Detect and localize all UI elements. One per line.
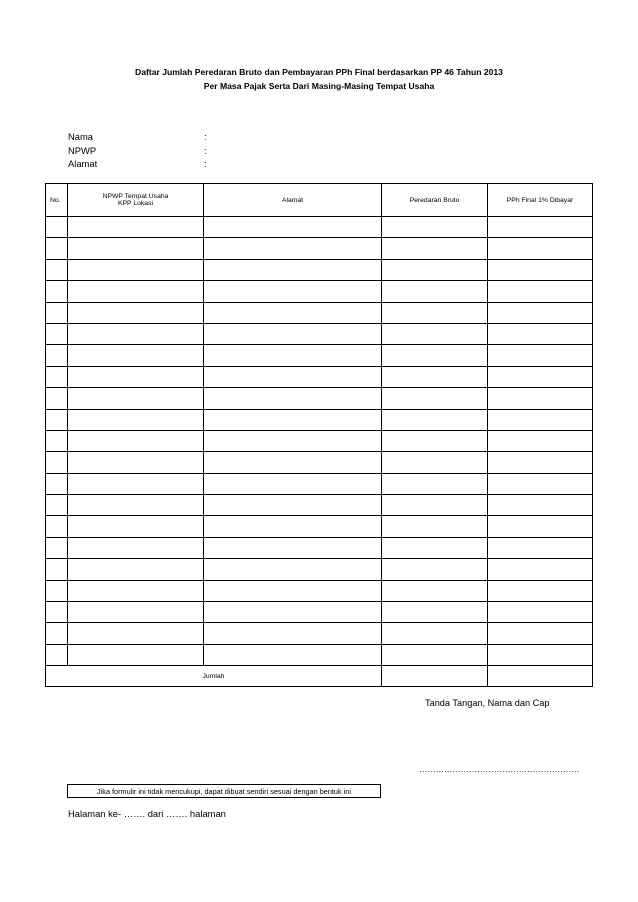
cell-peredaran-bruto[interactable] bbox=[382, 388, 488, 409]
total-pph-final[interactable] bbox=[488, 666, 593, 687]
cell-no[interactable] bbox=[46, 452, 68, 473]
cell-pph-final[interactable] bbox=[488, 559, 593, 580]
cell-peredaran-bruto[interactable] bbox=[382, 559, 488, 580]
cell-alamat[interactable] bbox=[204, 281, 382, 302]
cell-npwp[interactable] bbox=[68, 238, 204, 259]
cell-pph-final[interactable] bbox=[488, 516, 593, 537]
cell-pph-final[interactable] bbox=[488, 495, 593, 516]
cell-npwp[interactable] bbox=[68, 516, 204, 537]
total-peredaran-bruto[interactable] bbox=[382, 666, 488, 687]
info-colon-npwp: : bbox=[204, 145, 207, 156]
col-header-alamat: Alamat bbox=[204, 184, 382, 217]
cell-npwp[interactable] bbox=[68, 580, 204, 601]
cell-npwp[interactable] bbox=[68, 259, 204, 280]
cell-alamat[interactable] bbox=[204, 473, 382, 494]
cell-pph-final[interactable] bbox=[488, 537, 593, 558]
info-field-nama bbox=[68, 131, 207, 142]
cell-no[interactable] bbox=[46, 644, 68, 665]
cell-peredaran-bruto[interactable] bbox=[382, 495, 488, 516]
info-colon-nama: : bbox=[204, 131, 207, 142]
table-row bbox=[46, 623, 593, 644]
cell-alamat[interactable] bbox=[204, 217, 382, 238]
form-title-line-2: Per Masa Pajak Serta Dari Masing-Masing Tempat Usaha bbox=[203, 81, 435, 91]
cell-alamat[interactable] bbox=[204, 516, 382, 537]
cell-pph-final[interactable] bbox=[488, 602, 593, 623]
col-header-npwp-line1: NPWP Tempat Usaha bbox=[102, 193, 169, 200]
table-total-row bbox=[46, 666, 593, 687]
cell-peredaran-bruto[interactable] bbox=[382, 409, 488, 430]
cell-alamat[interactable] bbox=[204, 366, 382, 387]
cell-no[interactable] bbox=[46, 430, 68, 451]
cell-pph-final[interactable] bbox=[488, 409, 593, 430]
cell-peredaran-bruto[interactable] bbox=[382, 537, 488, 558]
table-row bbox=[46, 366, 593, 387]
cell-npwp[interactable] bbox=[68, 623, 204, 644]
cell-alamat[interactable] bbox=[204, 495, 382, 516]
cell-no[interactable] bbox=[46, 537, 68, 558]
cell-peredaran-bruto[interactable] bbox=[382, 452, 488, 473]
cell-peredaran-bruto[interactable] bbox=[382, 217, 488, 238]
cell-peredaran-bruto[interactable] bbox=[382, 430, 488, 451]
cell-peredaran-bruto[interactable] bbox=[382, 644, 488, 665]
cell-pph-final[interactable] bbox=[488, 580, 593, 601]
cell-peredaran-bruto[interactable] bbox=[382, 366, 488, 387]
col-header-peredaran-bruto: Peredaran Bruto bbox=[382, 184, 488, 217]
table-row bbox=[46, 495, 593, 516]
cell-peredaran-bruto[interactable] bbox=[382, 281, 488, 302]
table-row bbox=[46, 281, 593, 302]
cell-no[interactable] bbox=[46, 495, 68, 516]
cell-peredaran-bruto[interactable] bbox=[382, 238, 488, 259]
cell-no[interactable] bbox=[46, 345, 68, 366]
info-colon-alamat: : bbox=[204, 158, 207, 169]
cell-pph-final[interactable] bbox=[488, 302, 593, 323]
cell-alamat[interactable] bbox=[204, 580, 382, 601]
turnover-table bbox=[45, 183, 593, 687]
info-label-alamat: Alamat bbox=[68, 158, 98, 169]
cell-npwp[interactable] bbox=[68, 602, 204, 623]
col-header-pph-final: PPh Final 1% Dibayar bbox=[488, 184, 593, 217]
col-header-npwp bbox=[68, 184, 204, 217]
cell-alamat[interactable] bbox=[204, 259, 382, 280]
signature-line[interactable]: …………………………………………………. bbox=[419, 764, 579, 774]
cell-npwp[interactable] bbox=[68, 345, 204, 366]
info-field-alamat bbox=[68, 158, 207, 169]
cell-no[interactable] bbox=[46, 580, 68, 601]
cell-no[interactable] bbox=[46, 302, 68, 323]
cell-alamat[interactable] bbox=[204, 345, 382, 366]
cell-peredaran-bruto[interactable] bbox=[382, 623, 488, 644]
cell-pph-final[interactable] bbox=[488, 323, 593, 344]
cell-alamat[interactable] bbox=[204, 409, 382, 430]
cell-no[interactable] bbox=[46, 516, 68, 537]
cell-pph-final[interactable] bbox=[488, 430, 593, 451]
cell-alamat[interactable] bbox=[204, 238, 382, 259]
cell-no[interactable] bbox=[46, 388, 68, 409]
form-title-line-1: Daftar Jumlah Peredaran Bruto dan Pembayaran PPh Final berdasarkan PP 46 Tahun 2013 bbox=[135, 67, 503, 77]
form-note-box bbox=[67, 784, 381, 798]
cell-npwp[interactable] bbox=[68, 388, 204, 409]
cell-alamat[interactable] bbox=[204, 623, 382, 644]
cell-no[interactable] bbox=[46, 323, 68, 344]
info-field-npwp bbox=[68, 145, 207, 156]
cell-pph-final[interactable] bbox=[488, 366, 593, 387]
cell-pph-final[interactable] bbox=[488, 388, 593, 409]
table-row bbox=[46, 259, 593, 280]
table-row bbox=[46, 217, 593, 238]
cell-pph-final[interactable] bbox=[488, 473, 593, 494]
cell-npwp[interactable] bbox=[68, 217, 204, 238]
cell-npwp[interactable] bbox=[68, 409, 204, 430]
cell-peredaran-bruto[interactable] bbox=[382, 473, 488, 494]
page-info: Halaman ke- ……. dari ……. halaman bbox=[68, 808, 226, 819]
cell-no[interactable] bbox=[46, 366, 68, 387]
cell-peredaran-bruto[interactable] bbox=[382, 345, 488, 366]
cell-alamat[interactable] bbox=[204, 452, 382, 473]
table-row bbox=[46, 345, 593, 366]
cell-npwp[interactable] bbox=[68, 559, 204, 580]
table-row bbox=[46, 473, 593, 494]
cell-npwp[interactable] bbox=[68, 302, 204, 323]
cell-no[interactable] bbox=[46, 238, 68, 259]
cell-alamat[interactable] bbox=[204, 302, 382, 323]
cell-npwp[interactable] bbox=[68, 430, 204, 451]
table-row bbox=[46, 537, 593, 558]
table-row bbox=[46, 644, 593, 665]
table-row bbox=[46, 409, 593, 430]
cell-peredaran-bruto[interactable] bbox=[382, 259, 488, 280]
cell-peredaran-bruto[interactable] bbox=[382, 580, 488, 601]
cell-npwp[interactable] bbox=[68, 644, 204, 665]
cell-pph-final[interactable] bbox=[488, 644, 593, 665]
cell-npwp[interactable] bbox=[68, 537, 204, 558]
cell-pph-final[interactable] bbox=[488, 623, 593, 644]
cell-no[interactable] bbox=[46, 602, 68, 623]
info-label-npwp: NPWP bbox=[68, 145, 97, 156]
cell-npwp[interactable] bbox=[68, 366, 204, 387]
cell-peredaran-bruto[interactable] bbox=[382, 516, 488, 537]
cell-alamat[interactable] bbox=[204, 537, 382, 558]
table-header-row bbox=[46, 184, 593, 217]
cell-alamat[interactable] bbox=[204, 388, 382, 409]
info-label-nama: Nama bbox=[68, 131, 94, 142]
signature-label: Tanda Tangan, Nama dan Cap bbox=[425, 698, 550, 708]
table-row bbox=[46, 388, 593, 409]
total-label: Jumlah bbox=[46, 666, 382, 687]
cell-peredaran-bruto[interactable] bbox=[382, 323, 488, 344]
cell-alamat[interactable] bbox=[204, 430, 382, 451]
cell-no[interactable] bbox=[46, 259, 68, 280]
table-row bbox=[46, 323, 593, 344]
cell-pph-final[interactable] bbox=[488, 281, 593, 302]
cell-npwp[interactable] bbox=[68, 473, 204, 494]
col-header-no: No. bbox=[46, 184, 68, 217]
table-row bbox=[46, 602, 593, 623]
col-header-npwp-line2: KPP Lokasi bbox=[117, 200, 153, 207]
cell-pph-final[interactable] bbox=[488, 238, 593, 259]
cell-npwp[interactable] bbox=[68, 323, 204, 344]
table-row bbox=[46, 430, 593, 451]
cell-pph-final[interactable] bbox=[488, 345, 593, 366]
table-row bbox=[46, 516, 593, 537]
cell-pph-final[interactable] bbox=[488, 452, 593, 473]
cell-pph-final[interactable] bbox=[488, 259, 593, 280]
table-row bbox=[46, 452, 593, 473]
form-note-text: Jika formulir ini tidak mencukupi, dapat dibuat sendiri sesuai dengan bentuk ini bbox=[97, 787, 351, 796]
cell-npwp[interactable] bbox=[68, 452, 204, 473]
cell-no[interactable] bbox=[46, 281, 68, 302]
cell-npwp[interactable] bbox=[68, 281, 204, 302]
cell-npwp[interactable] bbox=[68, 495, 204, 516]
cell-no[interactable] bbox=[46, 217, 68, 238]
table-row bbox=[46, 580, 593, 601]
cell-alamat[interactable] bbox=[204, 323, 382, 344]
table-row bbox=[46, 302, 593, 323]
cell-peredaran-bruto[interactable] bbox=[382, 602, 488, 623]
cell-no[interactable] bbox=[46, 623, 68, 644]
cell-alamat[interactable] bbox=[204, 602, 382, 623]
cell-pph-final[interactable] bbox=[488, 217, 593, 238]
cell-alamat[interactable] bbox=[204, 644, 382, 665]
cell-no[interactable] bbox=[46, 559, 68, 580]
cell-alamat[interactable] bbox=[204, 559, 382, 580]
table-row bbox=[46, 238, 593, 259]
cell-peredaran-bruto[interactable] bbox=[382, 302, 488, 323]
table-row bbox=[46, 559, 593, 580]
cell-no[interactable] bbox=[46, 409, 68, 430]
cell-no[interactable] bbox=[46, 473, 68, 494]
